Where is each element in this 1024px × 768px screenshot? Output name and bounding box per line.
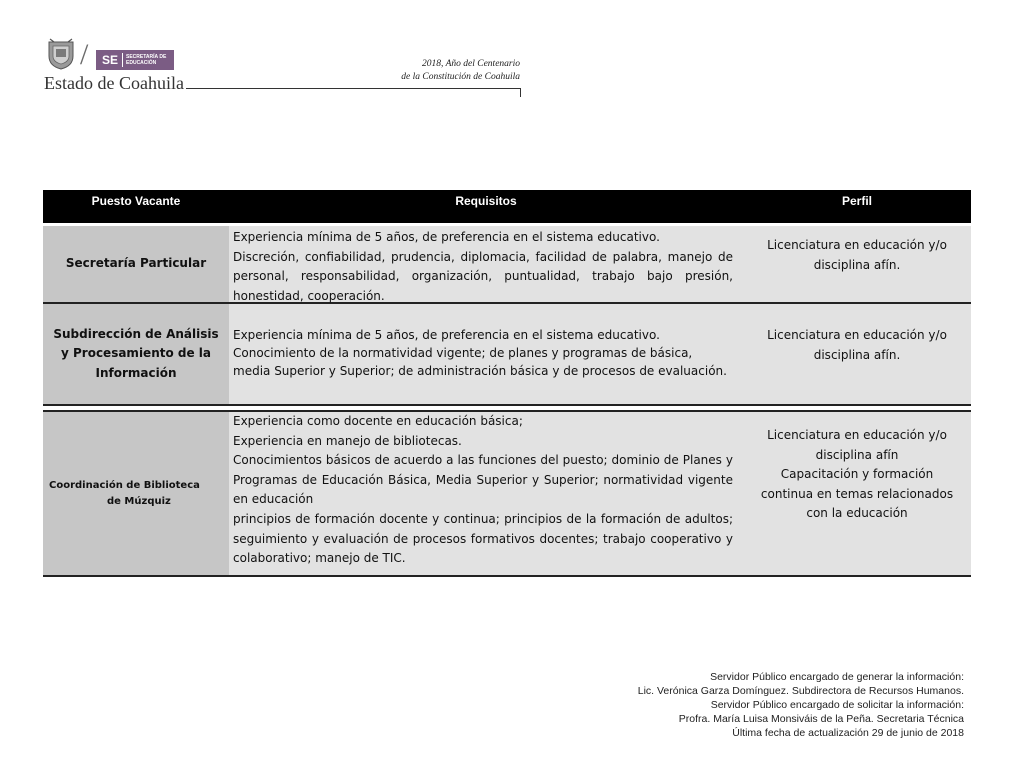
requisitos-cell — [229, 226, 743, 302]
requisitos-cell — [229, 304, 743, 404]
header-rule — [186, 88, 521, 89]
table-row — [43, 410, 971, 577]
header-perfil: Perfil — [841, 193, 872, 208]
header-rule-tick — [520, 88, 521, 97]
requisito-line: Experiencia en manejo de bibliotecas. — [233, 433, 462, 448]
puesto-cell: Subdirección de Análisis y Procesamiento de la Información — [43, 304, 229, 404]
footer-line: Última fecha de actualización 29 de junio de 2018 — [732, 727, 964, 739]
requisito-line: Experiencia mínima de 5 años, de preferencia en el sistema educativo. — [233, 328, 660, 342]
perfil-cell — [743, 226, 971, 302]
requisito-line: principios de formación docente y continua; principios de la formación de adultos; seguimiento y evaluación de procesos formativos docentes; trabajo cooperativo y colaborativo; manejo de TIC. — [233, 511, 733, 566]
footer-signatures — [544, 670, 964, 740]
motto-line-1: 2018, Año del Centenario — [422, 59, 520, 69]
se-logo-mark: SE — [96, 53, 123, 67]
header-puesto-vacante: Puesto Vacante — [91, 193, 181, 208]
puesto-cell: Secretaría Particular — [43, 226, 229, 302]
coat-of-arms-icon — [44, 36, 78, 70]
requisitos-cell — [229, 412, 743, 575]
requisito-line: Conocimiento de la normatividad vigente; de planes y programas de básica, media Superior y Superior; de administración básica y de procesos de evaluación. — [233, 346, 727, 378]
perfil-cell — [743, 412, 971, 575]
perfil-line: Capacitación y formación continua en temas relacionados con la educación — [760, 467, 954, 521]
footer-line: Servidor Público encargado de solicitar la información: — [710, 699, 964, 711]
footer-line: Lic. Verónica Garza Domínguez. Subdirectora de Recursos Humanos. — [637, 685, 964, 697]
table-row — [43, 304, 971, 406]
year-motto — [360, 58, 520, 86]
motto-line-2: de la Constitución de Coahuila — [401, 72, 520, 82]
page-header — [0, 0, 1024, 110]
header-requisitos: Requisitos — [455, 193, 517, 208]
table-row — [43, 226, 971, 304]
perfil-line: Licenciatura en educación y/o disciplina afín — [767, 428, 947, 462]
puesto-cell — [43, 412, 229, 575]
requisito-line: Experiencia como docente en educación básica; — [233, 414, 523, 428]
requisito-line: Discreción, confiabilidad, prudencia, diplomacia, facilidad de palabra, manejo de personal, responsabilidad, organización, puntualidad, trabajo bajo presión, honestidad, cooperación. — [233, 249, 733, 303]
perfil-line: Licenciatura en educación y/o disciplina afín. — [767, 238, 947, 272]
se-logo-text: SECRETARÍA DE EDUCACIÓN — [126, 54, 167, 66]
state-name: Estado de Coahuila — [44, 73, 184, 93]
requisito-line: Experiencia mínima de 5 años, de preferencia en el sistema educativo. — [233, 230, 660, 244]
vacancies-table — [43, 190, 971, 577]
puesto-line-1: Coordinación de Biblioteca — [49, 479, 200, 491]
footer-line: Profra. María Luisa Monsiváis de la Peña. Secretaria Técnica — [678, 713, 964, 725]
table-header-row — [43, 190, 971, 223]
se-logo — [96, 50, 174, 70]
footer-line: Servidor Público encargado de generar la información: — [710, 671, 964, 683]
perfil-line: Licenciatura en educación y/o disciplina afín. — [767, 328, 947, 362]
puesto-line-2: de Múzquiz — [107, 495, 171, 507]
perfil-cell — [743, 304, 971, 404]
requisito-line: Conocimientos básicos de acuerdo a las funciones del puesto; dominio de Planes y Programas de Educación Básica, Media Superior y Superior; normatividad vigente en educación — [233, 453, 733, 507]
logo-separator: / — [80, 38, 89, 71]
